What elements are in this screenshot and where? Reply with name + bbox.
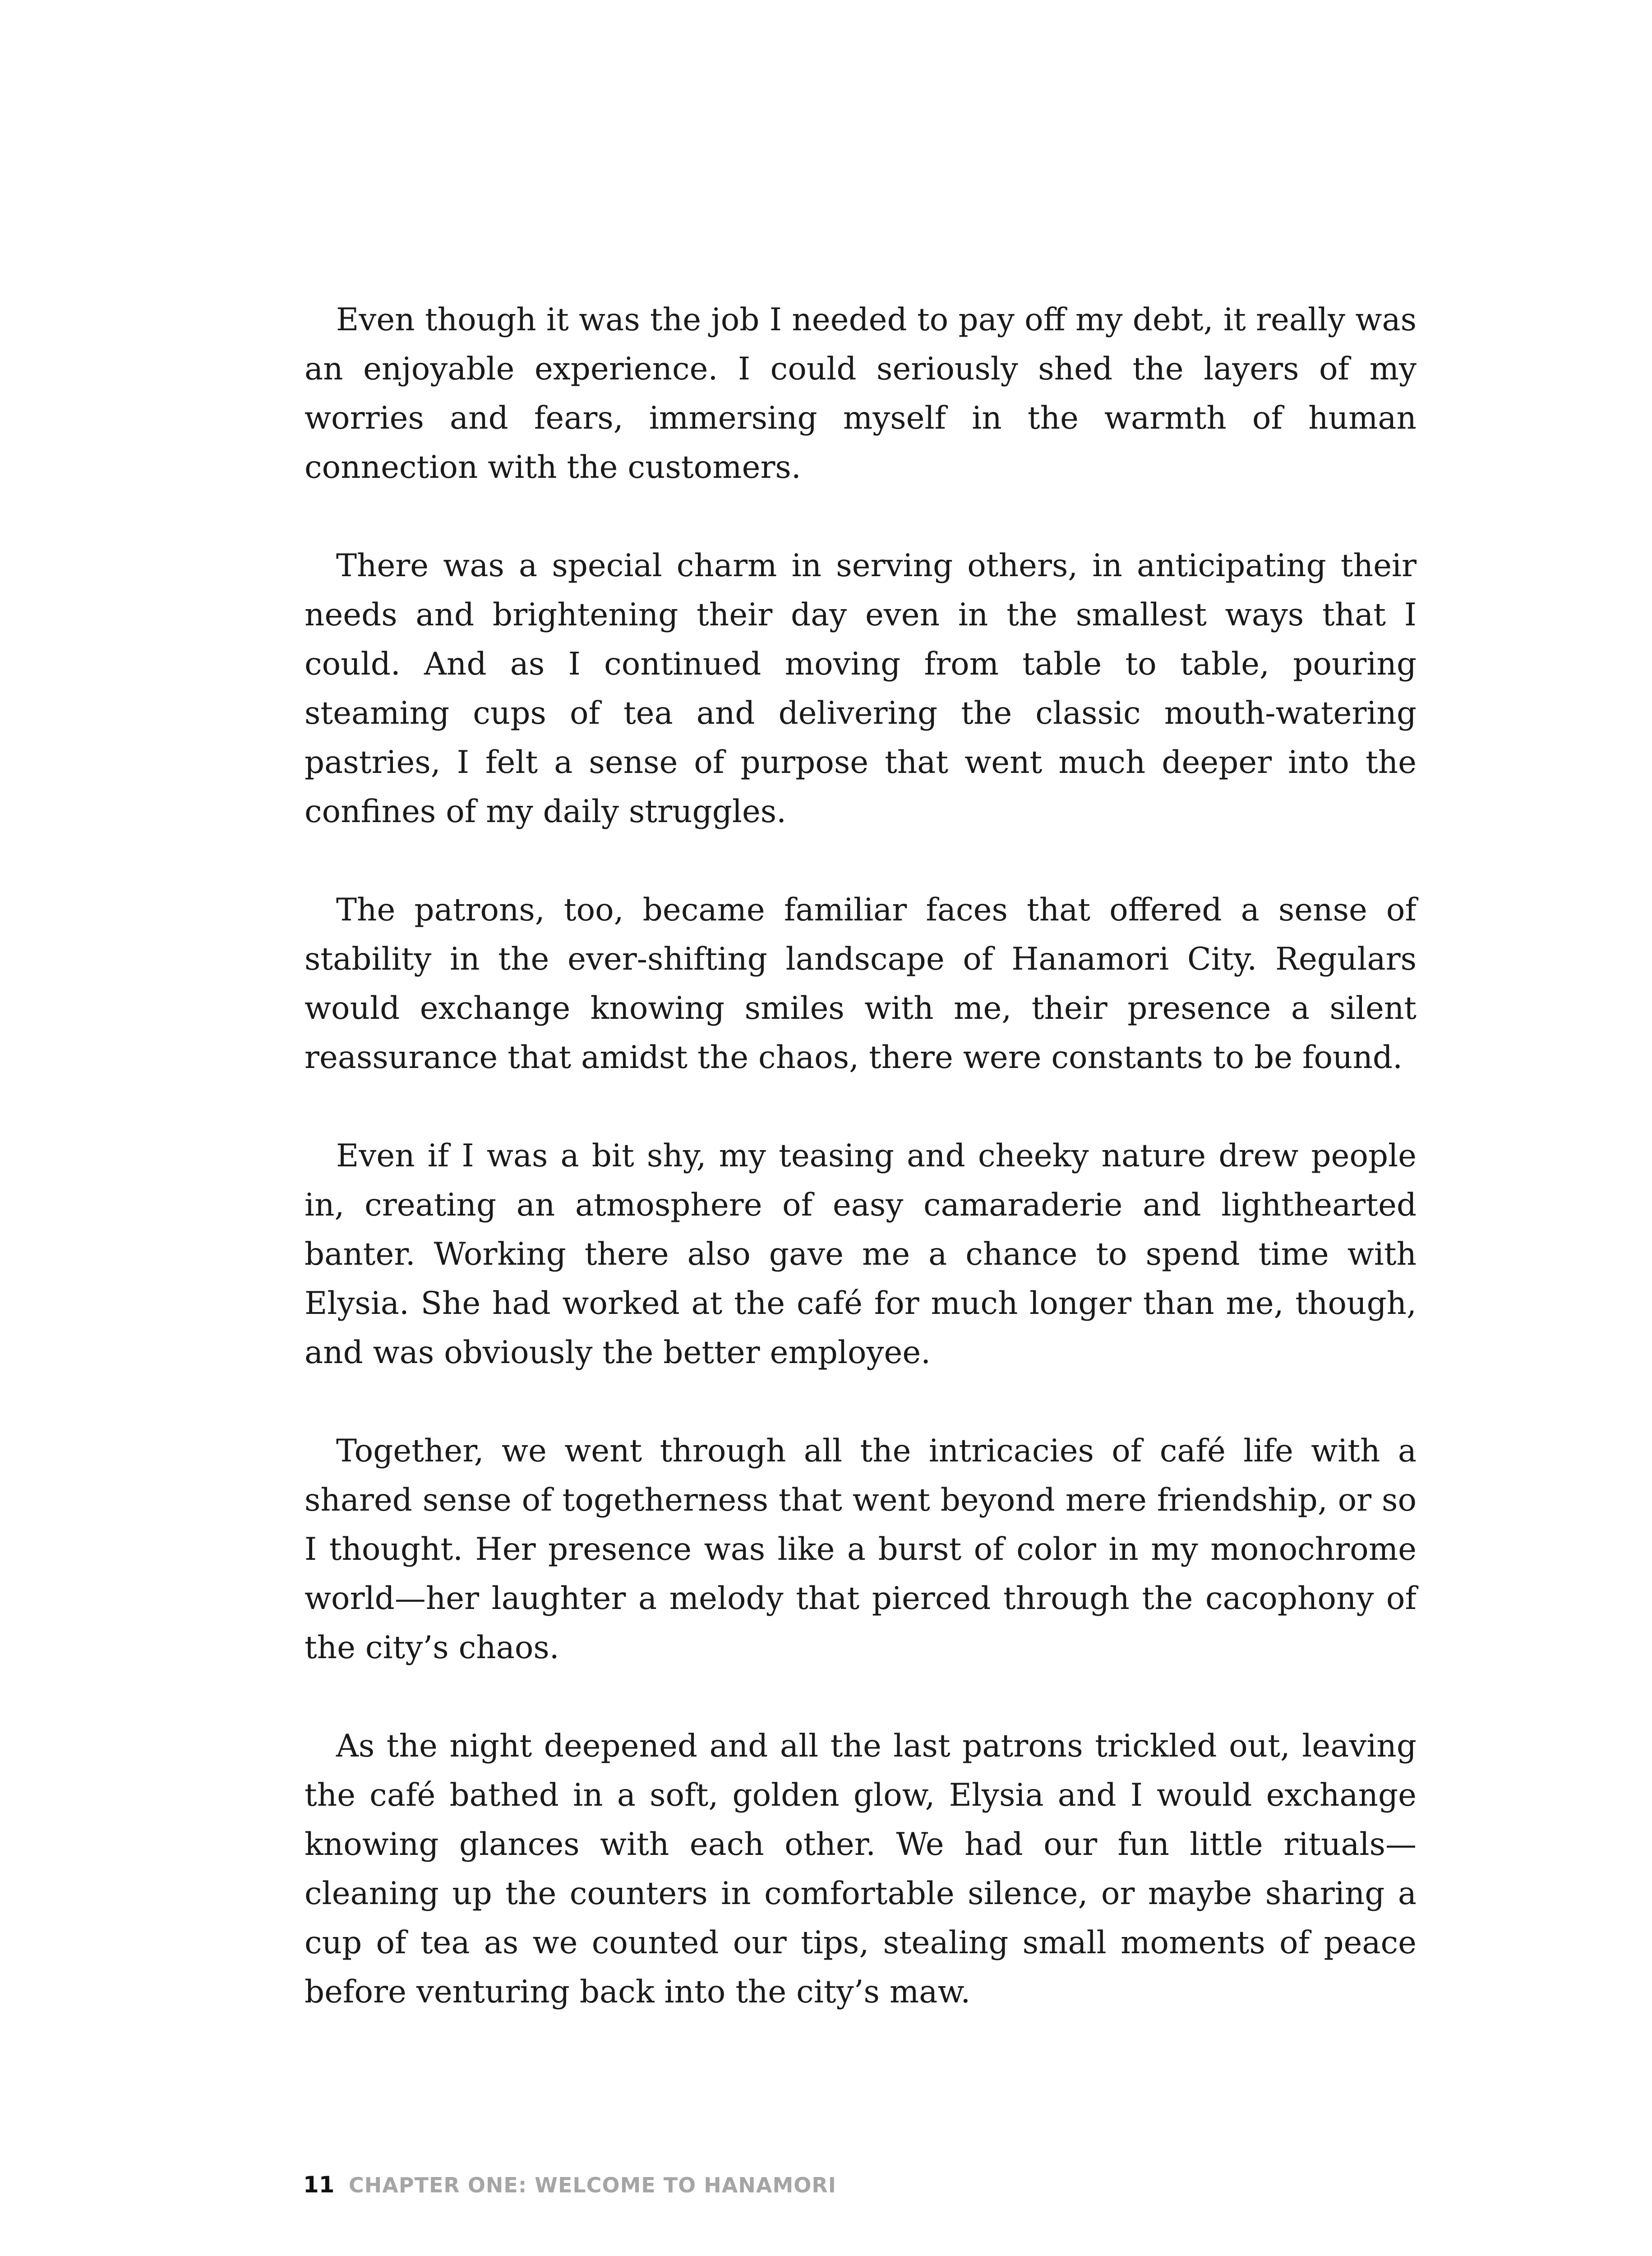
paragraph-1: Even though it was the job I needed to pay off my debt, it really was an enjoyable experience. I could seriously shed the layers of my worries and fears, immersing myself in the warmth of human connection with the customers. [305, 302, 1417, 485]
paragraph-4: Even if I was a bit shy, my teasing and cheeky nature drew people in, creating an atmosphere of easy camaraderie and lighthearted banter. Working there also gave me a chance to spend time with Elysia. She had worked at the café for much longer than me, though, and was obviously the better employee. [305, 1138, 1417, 1371]
body-text [305, 296, 1417, 2017]
paragraph-3: The patrons, too, became familiar faces that offered a sense of stability in the ever-shifting landscape of Hanamori City. Regulars would exchange knowing smiles with me, their presence a silent reassurance that amidst the chaos, there were constants to be found. [305, 892, 1417, 1076]
page-number: 11 [303, 2172, 335, 2198]
paragraph-6: As the night deepened and all the last patrons trickled out, leaving the café bathed in a soft, golden glow, Elysia and I would exchange knowing glances with each other. We had our fun little rituals—cleaning up the counters in comfortable silence, or maybe sharing a cup of tea as we counted our tips, stealing small moments of peace before venturing back into the city’s maw. [305, 1728, 1417, 2010]
page-footer [303, 2171, 836, 2199]
paragraph-2: There was a special charm in serving others, in anticipating their needs and brightening their day even in the smallest ways that I could. And as I continued moving from table to table, pouring steaming cups of tea and delivering the classic mouth-watering pastries, I felt a sense of purpose that went much deeper into the confines of my daily struggles. [305, 548, 1417, 830]
paragraph-5: Together, we went through all the intricacies of café life with a shared sense of togetherness that went beyond mere friendship, or so I thought. Her presence was like a burst of color in my monochrome world—her laughter a melody that pierced through the cacophony of the city’s chaos. [305, 1433, 1417, 1666]
running-head: CHAPTER ONE: WELCOME TO HANAMORI [349, 2173, 836, 2197]
